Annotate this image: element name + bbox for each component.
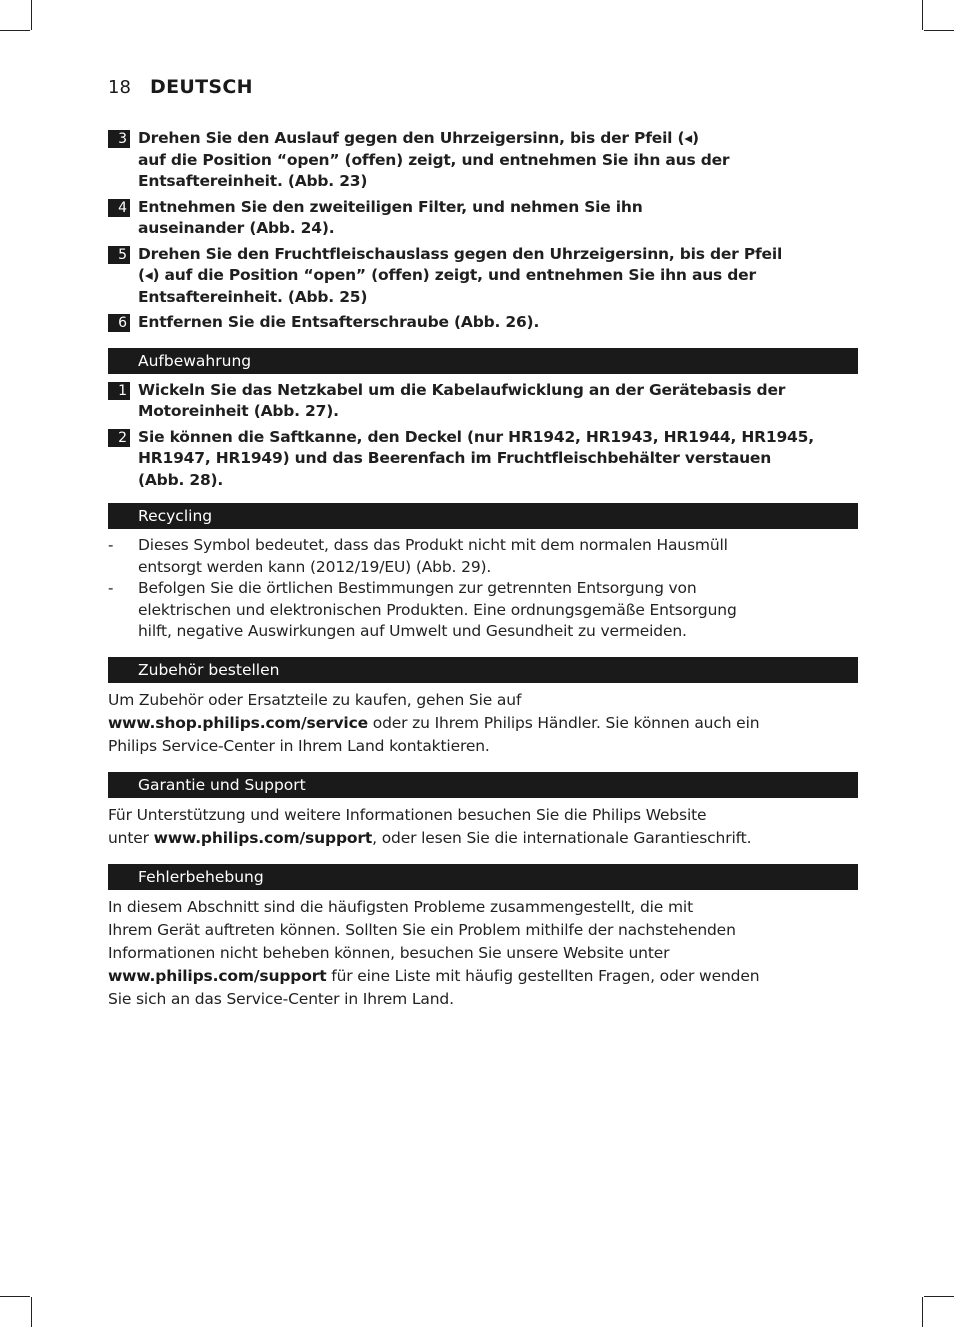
step-number: 1: [108, 382, 130, 400]
warranty-text-2: , oder lesen Sie die internationale Garantieschrift.: [372, 828, 752, 847]
crop-mark-bottom-left-h: [0, 1296, 30, 1297]
bullet-text: Befolgen Sie die örtlichen Bestimmungen zur getrennten Entsorgung von elektrischen und elektronischen Produkten. Eine ordnungsgemäße Entsorgung hilft, negative Auswirkungen auf Umwelt und Gesundheit zu vermeiden.: [138, 579, 737, 640]
support-link[interactable]: www.philips.com/support: [153, 828, 373, 847]
page-number: 18: [108, 77, 131, 98]
step-item: [108, 312, 858, 334]
step-text: Entnehmen Sie den zweiteiligen Filter, und nehmen Sie ihn auseinander (Abb. 24).: [138, 197, 643, 237]
step-text: Entfernen Sie die Entsafterschraube (Abb. 26).: [138, 313, 540, 331]
step-number: 2: [108, 429, 130, 447]
shop-link[interactable]: www.shop.philips.com/service: [108, 713, 368, 732]
step-text: Drehen Sie den Fruchtfleischauslass gegen den Uhrzeigersinn, bis der Pfeil (◂) auf die Position “open” (offen) zeigt, und entnehmen Sie ihn aus der Entsaftereinheit. (Abb. 25): [138, 244, 783, 306]
crop-mark-bottom-right-h: [924, 1296, 954, 1297]
troubleshooting-text-2: für eine Liste mit häufig gestellten Fragen, oder wenden Sie sich an das Service-Center in Ihrem Land.: [108, 966, 760, 1008]
list-item: [108, 578, 858, 643]
bullet-dash: -: [108, 536, 114, 554]
step-number: 6: [108, 314, 130, 332]
step-text: Sie können die Saftkanne, den Deckel (nur HR1942, HR1943, HR1944, HR1945, HR1947, HR1949) und das Beerenfach im Fruchtfleischbehälter verstauen (Abb. 28).: [138, 427, 814, 489]
crop-mark-top-right-v: [922, 0, 923, 30]
section-title-warranty: Garantie und Support: [108, 772, 858, 798]
step-number: 3: [108, 130, 130, 148]
step-number: 5: [108, 246, 130, 264]
language-title: DEUTSCH: [150, 76, 253, 98]
crop-mark-bottom-right-v: [922, 1297, 923, 1327]
warranty-paragraph: [108, 804, 858, 850]
section-title-storage: Aufbewahrung: [108, 348, 858, 374]
step-item: [108, 128, 858, 193]
step-text: Drehen Sie den Auslauf gegen den Uhrzeigersinn, bis der Pfeil (◂) auf die Position “open” (offen) zeigt, und entnehmen Sie ihn aus der Entsaftereinheit. (Abb. 23): [138, 129, 730, 190]
bullet-dash: -: [108, 579, 114, 597]
bullet-text: Dieses Symbol bedeutet, dass das Produkt nicht mit dem normalen Hausmüll entsorgt werden kann (2012/19/EU) (Abb. 29).: [138, 536, 728, 576]
crop-mark-bottom-left-v: [31, 1297, 32, 1327]
recycling-list: [108, 535, 858, 643]
section-title-troubleshooting: Fehlerbehebung: [108, 864, 858, 890]
page-content: [108, 128, 858, 1011]
accessories-text-2: oder zu Ihrem Philips Händler. Sie können auch ein Philips Service-Center in Ihrem Land kontaktieren.: [108, 713, 760, 755]
list-item: [108, 535, 858, 578]
step-text: Wickeln Sie das Netzkabel um die Kabelaufwicklung an der Gerätebasis der Motoreinheit (Abb. 27).: [138, 380, 786, 420]
steps-top: [108, 128, 858, 334]
step-item: [108, 380, 858, 423]
section-title-recycling: Recycling: [108, 503, 858, 529]
crop-mark-top-right-h: [924, 30, 954, 31]
storage-steps: [108, 380, 858, 492]
warranty-text-1: Für Unterstützung und weitere Informationen besuchen Sie die Philips Website unter: [108, 805, 707, 847]
page-header: [108, 76, 253, 100]
section-title-accessories: Zubehör bestellen: [108, 657, 858, 683]
crop-mark-top-left-h: [0, 30, 30, 31]
crop-mark-top-left-v: [31, 0, 32, 30]
accessories-text-1: Um Zubehör oder Ersatzteile zu kaufen, gehen Sie auf: [108, 690, 522, 709]
support-link-2[interactable]: www.philips.com/support: [108, 966, 327, 985]
step-item: [108, 244, 858, 309]
troubleshooting-paragraph: [108, 896, 858, 1011]
accessories-paragraph: [108, 689, 858, 758]
troubleshooting-text-1: In diesem Abschnitt sind die häufigsten Probleme zusammengestellt, die mit Ihrem Gerät auftreten können. Sollten Sie ein Problem mithilfe der nachstehenden Informationen nicht beheben können, besuchen Sie unsere Website unter: [108, 897, 736, 962]
step-item: [108, 197, 858, 240]
step-item: [108, 427, 858, 492]
step-number: 4: [108, 199, 130, 217]
